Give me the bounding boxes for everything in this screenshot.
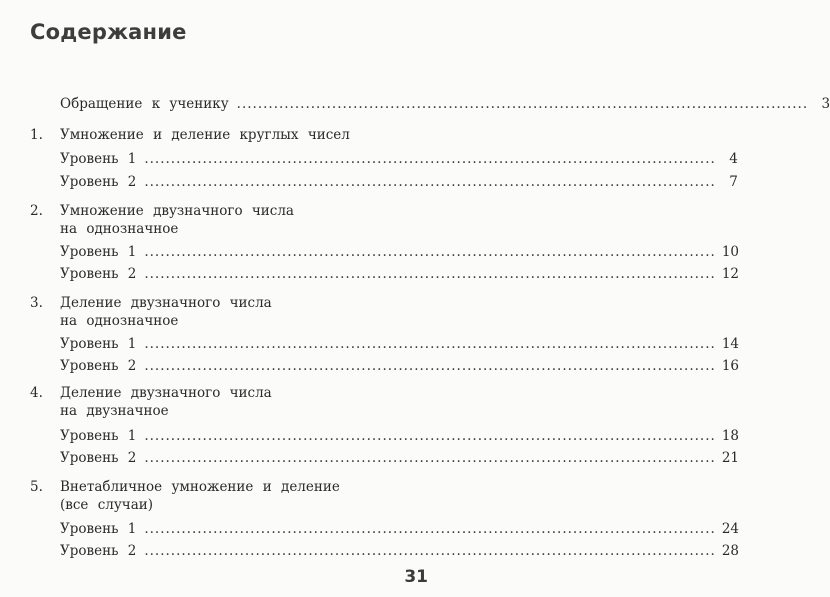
dot-leader: ............................................................................................................ (144, 450, 716, 466)
page-number: 24 (721, 521, 739, 537)
page-number: 18 (721, 428, 739, 444)
section-title-continued: (все случаи) (60, 497, 154, 513)
section-title: Деление двузначного числа (60, 295, 272, 311)
section-number: 5. (30, 479, 43, 495)
toc-entry-label: Уровень 1 (60, 521, 137, 537)
toc-entry-label: Уровень 2 (60, 174, 137, 190)
page-number: 3 (821, 96, 830, 112)
page-number: 16 (721, 358, 739, 374)
page-number: 21 (721, 450, 739, 466)
dot-leader: ............................................................................................................ (144, 543, 716, 559)
toc-entry-level[interactable] (60, 539, 739, 559)
section-title: Умножение и деление круглых чисел (60, 127, 350, 143)
toc-entry-label: Уровень 2 (60, 543, 137, 559)
toc-entry-level[interactable] (60, 446, 739, 466)
dot-leader: ............................................................................................................ (144, 428, 716, 444)
dot-leader: ............................................................................................................ (144, 358, 716, 374)
section-number: 3. (30, 295, 43, 311)
toc-entry-level[interactable] (60, 332, 739, 352)
page-number: 7 (729, 174, 738, 190)
toc-entry-label: Уровень 1 (60, 244, 137, 260)
section-title-continued: на двузначное (60, 403, 169, 419)
page-folio-number: 31 (404, 567, 428, 587)
toc-entry-level[interactable] (60, 170, 738, 190)
toc-entry-label: Уровень 2 (60, 266, 137, 282)
section-title-continued: на однозначное (60, 221, 179, 237)
section-title: Умножение двузначного числа (60, 203, 294, 219)
toc-entry-level[interactable] (60, 240, 739, 260)
toc-entry-label: Уровень 1 (60, 151, 137, 167)
page-number: 14 (721, 336, 739, 352)
section-title-continued: на однозначное (60, 313, 179, 329)
page-number: 4 (729, 151, 738, 167)
toc-entry-label: Уровень 1 (60, 336, 137, 352)
section-number: 4. (30, 385, 43, 401)
toc-entry-label: Уровень 2 (60, 450, 137, 466)
dot-leader: ............................................................................................................ (144, 521, 716, 537)
section-number: 2. (30, 203, 43, 219)
page-number: 28 (721, 543, 739, 559)
toc-entry-level[interactable] (60, 424, 739, 444)
toc-entry-label: Уровень 1 (60, 428, 137, 444)
page-number: 12 (721, 266, 739, 282)
toc-entry-level[interactable] (60, 147, 738, 167)
section-number: 1. (30, 127, 43, 143)
dot-leader: ............................................................................................................ (144, 151, 716, 167)
toc-entry-level[interactable] (60, 517, 739, 537)
page-number: 10 (721, 244, 739, 260)
toc-entry-level[interactable] (60, 354, 739, 374)
dot-leader: ............................................................................................................ (236, 96, 809, 112)
toc-entry-label: Уровень 2 (60, 358, 137, 374)
page-heading: Содержание (30, 20, 187, 44)
dot-leader: ............................................................................................................ (144, 266, 716, 282)
dot-leader: ............................................................................................................ (144, 336, 716, 352)
section-title: Внетабличное умножение и деление (60, 479, 340, 495)
toc-entry-level[interactable] (60, 262, 739, 282)
dot-leader: ............................................................................................................ (144, 244, 716, 260)
dot-leader: ............................................................................................................ (144, 174, 716, 190)
section-title: Деление двузначного числа (60, 385, 272, 401)
toc-entry-intro[interactable] (60, 92, 830, 112)
toc-entry-label: Обращение к ученику (60, 96, 229, 112)
